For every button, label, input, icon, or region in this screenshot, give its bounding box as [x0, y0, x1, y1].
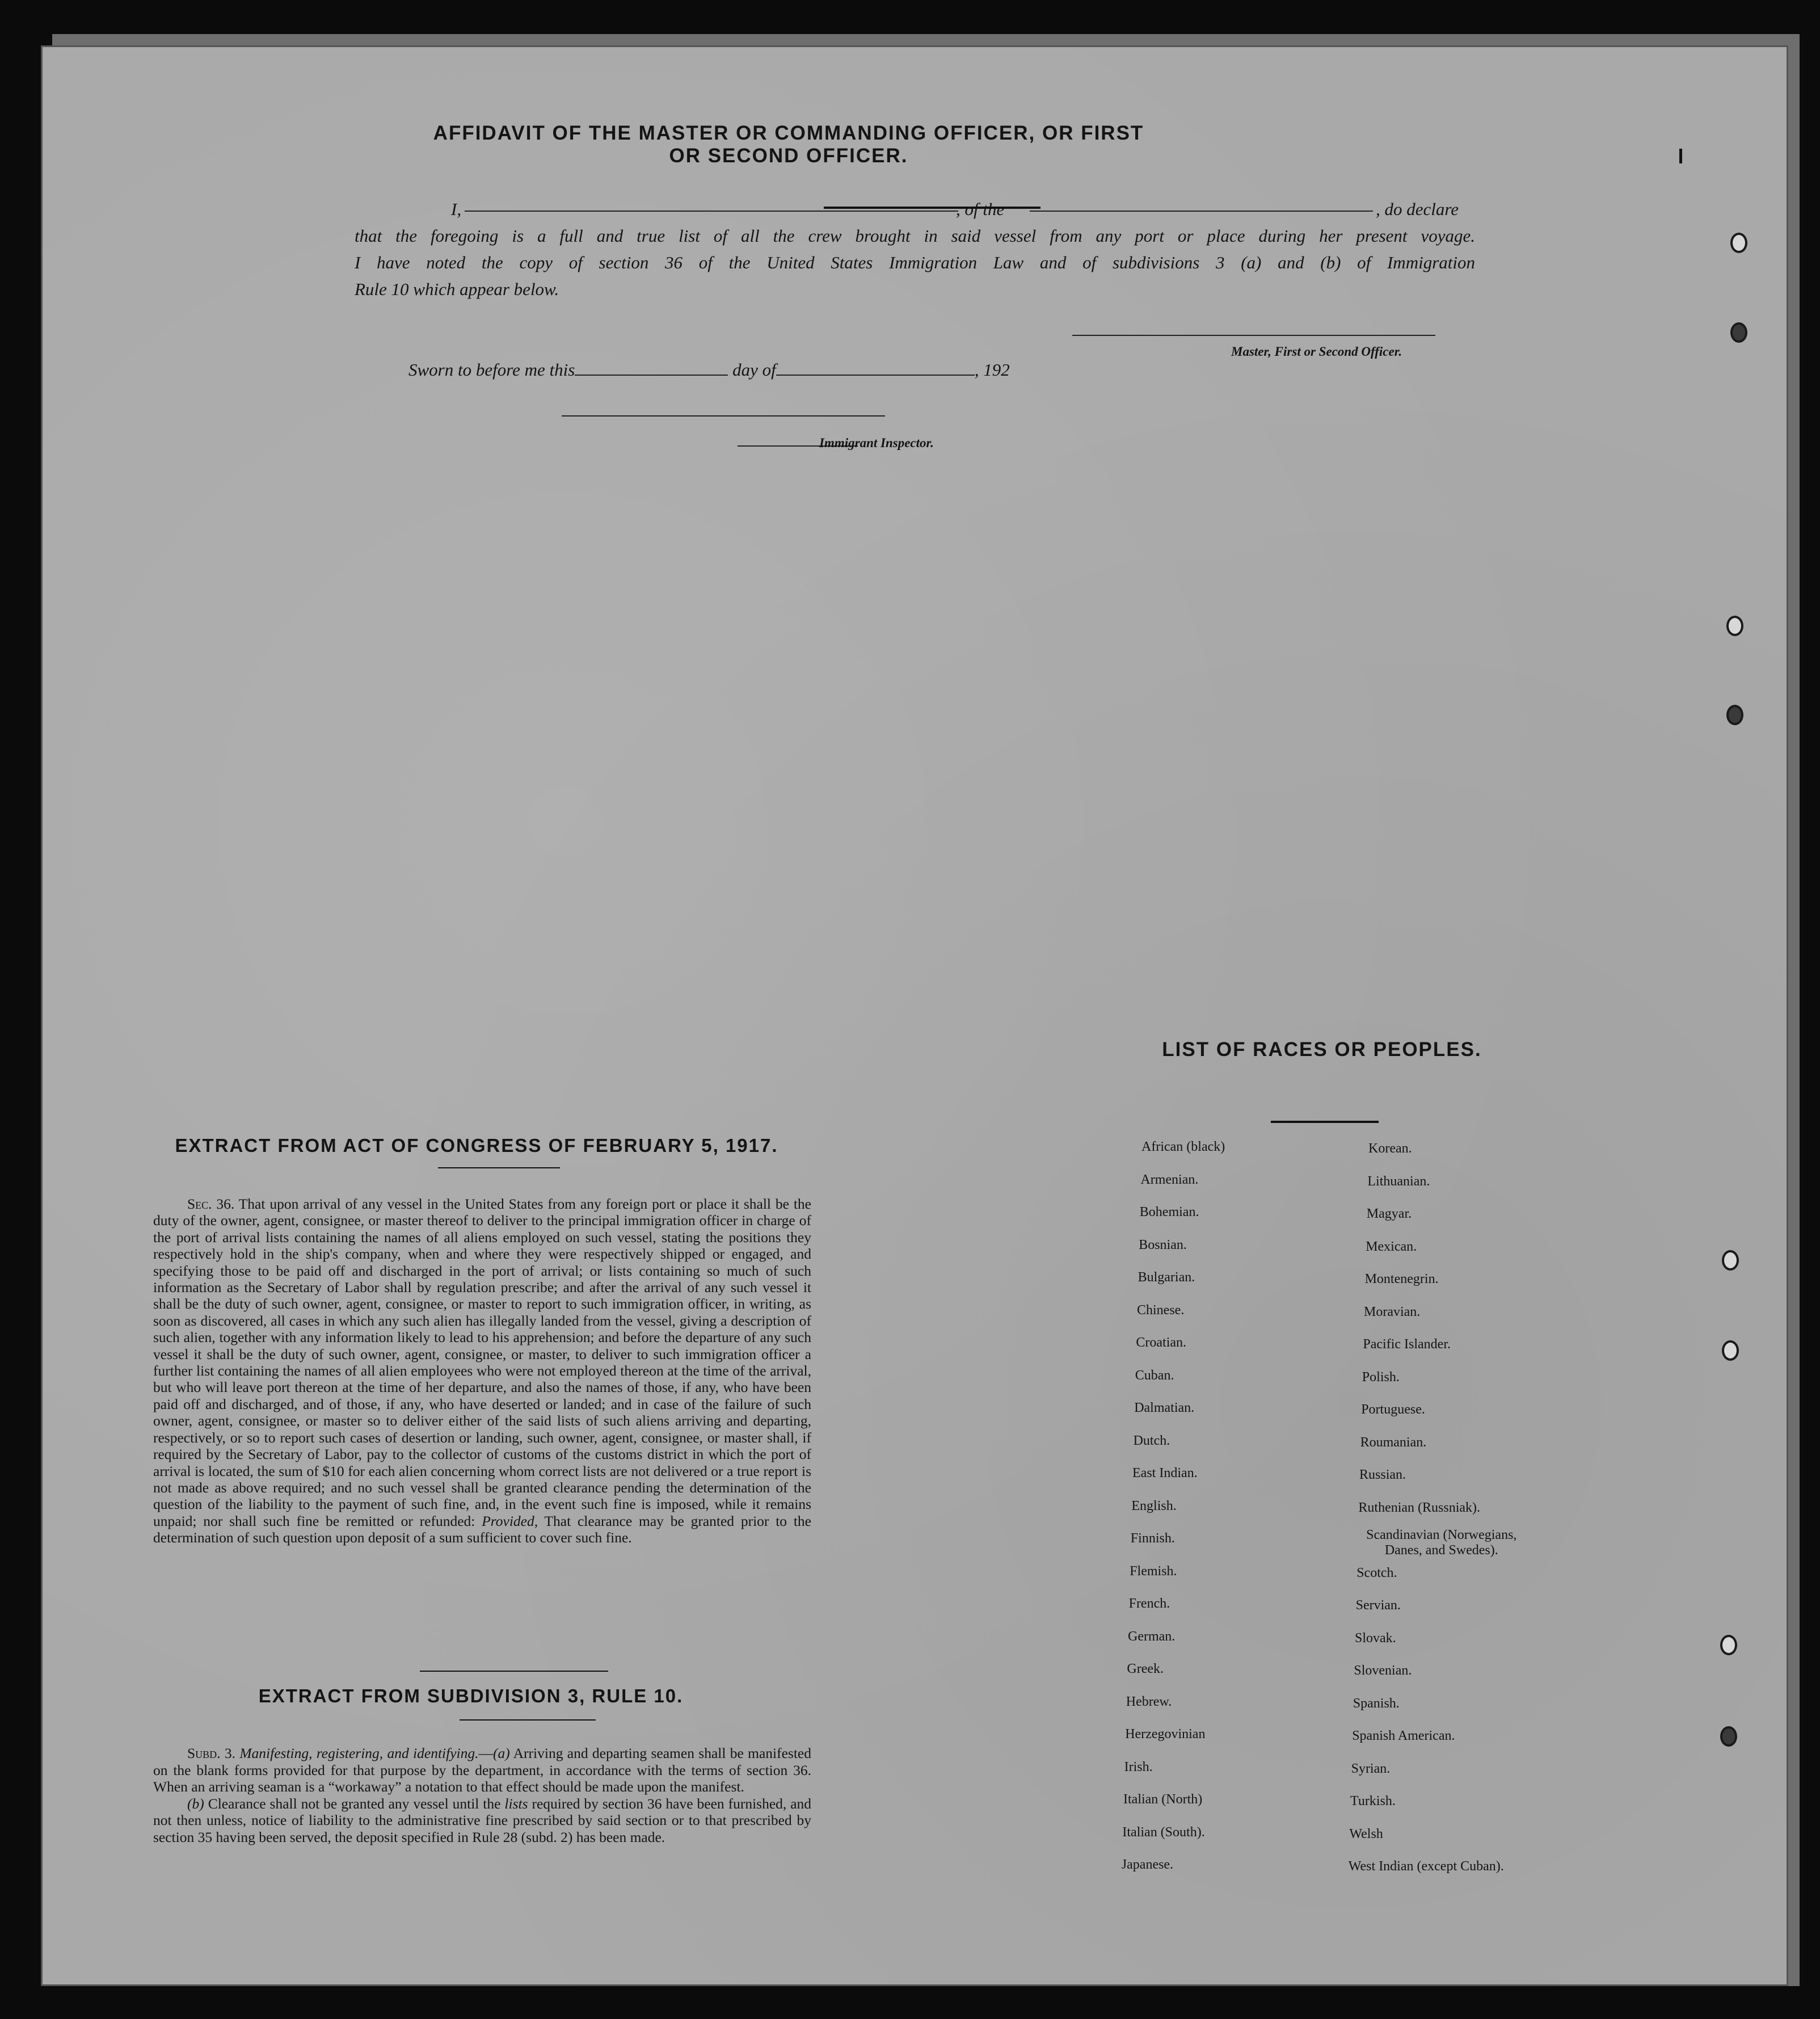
- para-b-pre: Clearance shall not be granted any vessel until the: [208, 1795, 501, 1812]
- affidavit-title: AFFIDAVIT OF THE MASTER OR COMMANDING OFFICER, OR FIRST OR SECOND OFFICER.: [433, 122, 1144, 167]
- race-item: Polish.: [1362, 1369, 1400, 1385]
- vessel-blank: [1030, 211, 1373, 212]
- para-b-marker: (b): [187, 1795, 204, 1812]
- race-item: Pacific Islander.: [1363, 1337, 1451, 1352]
- race-item: Irish.: [1124, 1759, 1153, 1774]
- binding-hole: [1726, 705, 1743, 725]
- sworn-day-blank: [575, 359, 728, 376]
- race-item: Hebrew.: [1126, 1694, 1172, 1709]
- race-item: Moravian.: [1364, 1304, 1421, 1319]
- para-b-post: required by section 36 have been furnished, and not then unless, notice of liability to the administrative fine prescribed by said section or to that prescribed by section 35 having been served, the deposit specified in Rule 28 (subd. 2) has been made.: [153, 1795, 812, 1845]
- race-item: German.: [1128, 1629, 1176, 1644]
- binding-hole: [1730, 322, 1747, 343]
- race-item: Mexican.: [1366, 1239, 1417, 1254]
- master-signature-label: Master, First or Second Officer.: [1231, 344, 1402, 359]
- race-item: Bohemian.: [1139, 1205, 1199, 1219]
- subd-paragraph-a: Subd. 3. Manifesting, registering, and identifying.—(a) Arriving and departing seamen shall be manifested on the blank forms provided for that purpose by the department, in accordance with the terms of section 36. When an arriving seaman is a “workaway” a notation to that effect should be made upon the manifest.: [153, 1745, 811, 1795]
- race-item: Spanish.: [1353, 1696, 1400, 1711]
- subd-paragraph-b: [153, 1795, 811, 1846]
- race-item: Scandinavian (Norwegians, Danes, and Swedes).: [1366, 1528, 1517, 1558]
- inspector-signature-line: [562, 415, 885, 417]
- affidavit-line-2: that the foregoing is a full and true list of all the crew brought in said vessel from any port or place during her present voyage.: [355, 226, 1475, 246]
- race-item: Montenegrin.: [1364, 1272, 1439, 1286]
- sworn-statement: [408, 359, 1010, 380]
- extract-act-rule: [438, 1167, 560, 1168]
- race-item: Syrian.: [1351, 1761, 1391, 1776]
- provided-word: Provided,: [482, 1512, 538, 1529]
- race-item: Dalmatian.: [1134, 1400, 1195, 1415]
- binding-hole: [1722, 1340, 1739, 1361]
- race-item: Chinese.: [1137, 1302, 1185, 1318]
- race-item: Magyar.: [1366, 1206, 1412, 1221]
- affidavit-line-3: I have noted the copy of section 36 of the United States Immigration Law and of subdivisions 3 (a) and (b) of Immigration: [355, 253, 1475, 272]
- race-item: Turkish.: [1350, 1794, 1396, 1808]
- race-item: French.: [1128, 1596, 1170, 1611]
- master-signature-line: [1072, 335, 1435, 336]
- race-item: Ruthenian (Russniak).: [1358, 1500, 1481, 1515]
- extract-rule-title: EXTRACT FROM SUBDIVISION 3, RULE 10.: [258, 1685, 684, 1706]
- sworn-year: , 192: [974, 360, 1010, 380]
- para-b-lists: lists: [504, 1795, 528, 1812]
- inspector-label: Immigrant Inspector.: [819, 436, 934, 450]
- binding-hole: [1720, 1726, 1737, 1747]
- race-item: Herzegovinian: [1125, 1727, 1206, 1742]
- race-item: Roumanian.: [1360, 1435, 1427, 1450]
- binding-hole: [1722, 1250, 1739, 1271]
- race-item: Welsh: [1349, 1826, 1383, 1841]
- page-mark: [1679, 149, 1682, 163]
- affidavit-body: [355, 196, 1475, 302]
- races-title-rule: [1271, 1121, 1379, 1123]
- extract-act-body: [153, 1196, 811, 1546]
- subd-label: Subd. 3.: [187, 1745, 235, 1761]
- race-item: Spanish American.: [1352, 1728, 1455, 1743]
- race-item: Slovenian.: [1354, 1663, 1412, 1678]
- race-item: Armenian.: [1140, 1172, 1199, 1187]
- race-item: West Indian (except Cuban).: [1348, 1859, 1504, 1874]
- affidavit-i: I,: [451, 199, 462, 219]
- affidavit-line-4: Rule 10 which appear below.: [355, 279, 559, 299]
- extract-rule-body: [153, 1745, 811, 1845]
- race-item: Slovak.: [1355, 1630, 1396, 1646]
- subd-heading: Manifesting, registering, and identifying.: [239, 1745, 479, 1761]
- section-divider: [420, 1671, 608, 1672]
- races-title: LIST OF RACES OR PEOPLES.: [1162, 1038, 1482, 1061]
- race-item: Bosnian.: [1139, 1237, 1187, 1252]
- race-item: Flemish.: [1130, 1563, 1177, 1579]
- race-item: Scotch.: [1356, 1565, 1397, 1580]
- affidavit-do-declare: , do declare: [1376, 199, 1459, 219]
- extract-rule-rule: [460, 1719, 596, 1721]
- name-blank: [465, 211, 958, 212]
- sec-label: Sec. 36.: [187, 1196, 235, 1212]
- para-a-marker: (a): [492, 1745, 510, 1761]
- binding-hole: [1730, 233, 1747, 253]
- sec-text-end: That clearance may be granted prior to the determination of such question upon deposit of a sum sufficient to cover such fine.: [153, 1512, 811, 1546]
- race-item: Bulgarian.: [1138, 1270, 1195, 1285]
- race-item: Greek.: [1127, 1662, 1164, 1676]
- race-item: Croatian.: [1136, 1335, 1187, 1350]
- race-item: East Indian.: [1132, 1466, 1198, 1480]
- race-item: Finnish.: [1130, 1531, 1175, 1546]
- para-a-text: Arriving and departing seamen shall be manifested on the blank forms provided for that purpose by the department, in accordance with the terms of section 36. When an arriving seaman is a “workaway” a notation to that effect should be made upon the manifest.: [153, 1745, 811, 1795]
- affidavit-of-the: , of the: [956, 199, 1005, 219]
- race-item: Lithuanian.: [1367, 1173, 1430, 1189]
- sworn-day-of: day of: [732, 360, 776, 380]
- race-item: Italian (South).: [1122, 1824, 1205, 1840]
- affidavit-declaration-line: [355, 196, 1475, 222]
- binding-hole: [1720, 1635, 1737, 1655]
- race-item: Dutch.: [1133, 1433, 1170, 1448]
- sec-text: That upon arrival of any vessel in the United States from any foreign port or place it shall be the duty of the owner, agent, consignee, or master thereof to deliver to the principal immigration officer in charge of the port of arrival lists containing the names of all aliens employed on such vessel, stating the positions they respectively hold in the ship's company, when and where they were respectively shipped or engaged, and specifying those to be paid off and discharged in the port of arrival; or lists containing so much of such information as the Secretary of Labor shall by regulation prescribe; and after the arrival of any such vessel it shall be the duty of such owner, agent, consignee, or master to report to such immigration officer, in writing, as soon as discovered, all cases in which any such alien has illegally landed from the vessel, giving a description of such alien, together with any information likely to lead to his apprehension; and before the departure of any such vessel it shall be the duty of such owner, agent, consignee, or master, to deliver to such immigration officer a further list containing the names of all alien employees who were not employed thereon at the time of the arrival, but who will leave port thereon at the time of her departure, and also the names of those, if any, who have been paid off and discharged, and of those, if any, who have deserted or landed; and in case of the failure of such owner, agent, consignee, or master so to deliver either of the said lists of such aliens arriving and departing, respectively, or so to report such cases of desertion or landing, such owner, agent, consignee, or master shall, if required by the Secretary of Labor, pay to the collector of customs of the customs district in which the port of arrival is located, the sum of $10 for each alien concerning whom correct lists are not delivered or a true report is not made as above required; and no such vessel shall be granted clearance pending the determination of the question of the liability to the payment of such fine, and, in the event such fine is imposed, while it remains unpaid; nor shall such fine be remitted or refunded:: [153, 1196, 811, 1529]
- race-item: Japanese.: [1121, 1857, 1174, 1872]
- sworn-prefix: Sworn to before me this: [408, 360, 575, 380]
- extract-act-title: EXTRACT FROM ACT OF CONGRESS OF FEBRUARY 5, 1917.: [175, 1135, 778, 1156]
- race-item: African (black): [1141, 1139, 1225, 1154]
- race-item: Servian.: [1355, 1598, 1401, 1613]
- race-item: Italian (North): [1123, 1792, 1203, 1807]
- race-item: Russian.: [1359, 1467, 1406, 1482]
- race-item: English.: [1131, 1498, 1177, 1513]
- race-item: Portuguese.: [1361, 1402, 1425, 1417]
- binding-hole: [1726, 616, 1743, 636]
- race-item: Cuban.: [1135, 1368, 1174, 1383]
- race-item: Korean.: [1368, 1141, 1412, 1156]
- sworn-month-blank: [776, 359, 975, 376]
